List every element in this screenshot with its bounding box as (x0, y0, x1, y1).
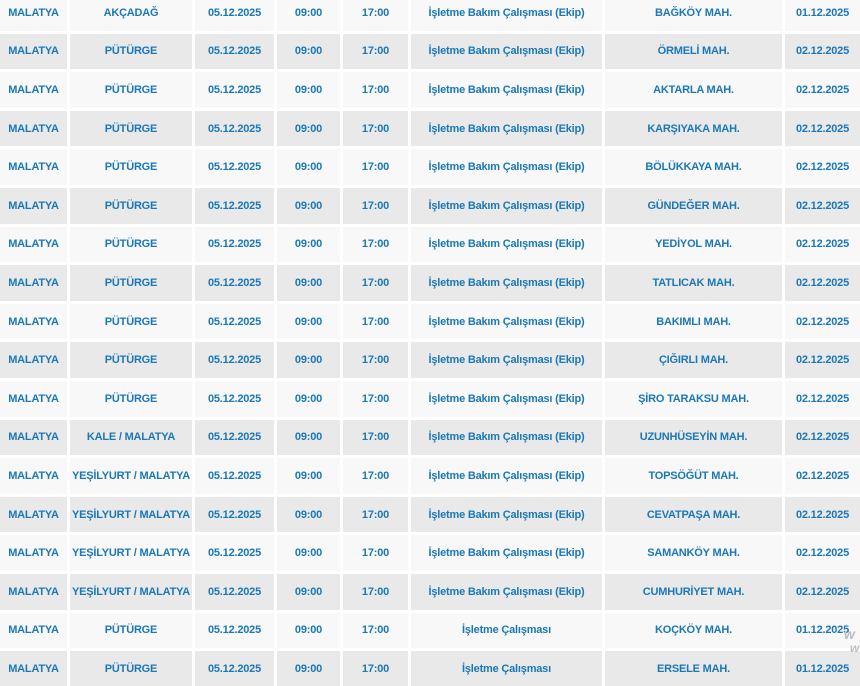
cell-province: MALATYA (0, 188, 70, 224)
cell-announcement-date: 02.12.2025 (785, 574, 860, 610)
cell-date: 05.12.2025 (195, 265, 277, 301)
table-row[interactable] (0, 651, 860, 686)
cell-work-description: İşletme Bakım Çalışması (Ekip) (411, 0, 605, 31)
cell-province: MALATYA (0, 265, 70, 301)
cell-district: PÜTÜRGE (70, 613, 195, 649)
cell-neighborhood: KARŞIYAKA MAH. (605, 111, 785, 147)
cell-end-time: 17:00 (343, 304, 411, 340)
cell-district: YEŞİLYURT / MALATYA (70, 574, 195, 610)
cell-neighborhood: YEDİYOL MAH. (605, 227, 785, 263)
cell-neighborhood: CUMHURİYET MAH. (605, 574, 785, 610)
cell-start-time: 09:00 (277, 188, 343, 224)
cell-start-time: 09:00 (277, 342, 343, 378)
cell-province: MALATYA (0, 0, 70, 31)
cell-district: PÜTÜRGE (70, 651, 195, 686)
cell-start-time: 09:00 (277, 613, 343, 649)
cell-work-description: İşletme Bakım Çalışması (Ekip) (411, 458, 605, 494)
cell-district: PÜTÜRGE (70, 342, 195, 378)
cell-end-time: 17:00 (343, 34, 411, 70)
cell-neighborhood: AKTARLA MAH. (605, 72, 785, 108)
cell-province: MALATYA (0, 458, 70, 494)
cell-announcement-date: 02.12.2025 (785, 420, 860, 456)
cell-announcement-date: 02.12.2025 (785, 497, 860, 533)
cell-date: 05.12.2025 (195, 227, 277, 263)
table-row[interactable] (0, 574, 860, 613)
cell-date: 05.12.2025 (195, 72, 277, 108)
watermark-fragment-2: w (850, 641, 860, 655)
cell-announcement-date: 02.12.2025 (785, 535, 860, 571)
cell-neighborhood: BAĞKÖY MAH. (605, 0, 785, 31)
cell-announcement-date: 02.12.2025 (785, 381, 860, 417)
cell-province: MALATYA (0, 535, 70, 571)
cell-district: AKÇADAĞ (70, 0, 195, 31)
cell-end-time: 17:00 (343, 72, 411, 108)
cell-start-time: 09:00 (277, 34, 343, 70)
table-row[interactable] (0, 304, 860, 343)
cell-date: 05.12.2025 (195, 458, 277, 494)
cell-announcement-date: 02.12.2025 (785, 72, 860, 108)
cell-announcement-date: 01.12.2025 (785, 0, 860, 31)
cell-work-description: İşletme Çalışması (411, 613, 605, 649)
cell-neighborhood: ÖRMELİ MAH. (605, 34, 785, 70)
table-row[interactable] (0, 381, 860, 420)
cell-announcement-date: 02.12.2025 (785, 458, 860, 494)
cell-province: MALATYA (0, 111, 70, 147)
cell-work-description: İşletme Bakım Çalışması (Ekip) (411, 227, 605, 263)
cell-neighborhood: UZUNHÜSEYİN MAH. (605, 420, 785, 456)
cell-neighborhood: ERSELE MAH. (605, 651, 785, 686)
table-row[interactable] (0, 111, 860, 150)
table-row[interactable] (0, 34, 860, 73)
cell-start-time: 09:00 (277, 72, 343, 108)
cell-start-time: 09:00 (277, 458, 343, 494)
cell-start-time: 09:00 (277, 304, 343, 340)
cell-work-description: İşletme Bakım Çalışması (Ekip) (411, 381, 605, 417)
cell-start-time: 09:00 (277, 574, 343, 610)
cell-work-description: İşletme Bakım Çalışması (Ekip) (411, 497, 605, 533)
cell-date: 05.12.2025 (195, 149, 277, 185)
cell-start-time: 09:00 (277, 420, 343, 456)
cell-end-time: 17:00 (343, 227, 411, 263)
cell-announcement-date: 02.12.2025 (785, 304, 860, 340)
cell-date: 05.12.2025 (195, 535, 277, 571)
cell-end-time: 17:00 (343, 188, 411, 224)
cell-date: 05.12.2025 (195, 613, 277, 649)
table-row[interactable] (0, 535, 860, 574)
cell-announcement-date: 02.12.2025 (785, 188, 860, 224)
cell-start-time: 09:00 (277, 0, 343, 31)
cell-date: 05.12.2025 (195, 0, 277, 31)
cell-work-description: İşletme Bakım Çalışması (Ekip) (411, 420, 605, 456)
cell-date: 05.12.2025 (195, 497, 277, 533)
cell-work-description: İşletme Bakım Çalışması (Ekip) (411, 535, 605, 571)
cell-announcement-date: 02.12.2025 (785, 265, 860, 301)
cell-district: PÜTÜRGE (70, 149, 195, 185)
cell-date: 05.12.2025 (195, 381, 277, 417)
cell-province: MALATYA (0, 613, 70, 649)
cell-end-time: 17:00 (343, 613, 411, 649)
cell-date: 05.12.2025 (195, 342, 277, 378)
cell-end-time: 17:00 (343, 535, 411, 571)
cell-end-time: 17:00 (343, 381, 411, 417)
cell-province: MALATYA (0, 227, 70, 263)
cell-district: PÜTÜRGE (70, 72, 195, 108)
cell-province: MALATYA (0, 304, 70, 340)
cell-announcement-date: 01.12.2025 (785, 613, 860, 649)
cell-province: MALATYA (0, 651, 70, 686)
table-row[interactable] (0, 72, 860, 111)
cell-date: 05.12.2025 (195, 651, 277, 686)
cell-end-time: 17:00 (343, 111, 411, 147)
cell-announcement-date: 02.12.2025 (785, 227, 860, 263)
cell-district: YEŞİLYURT / MALATYA (70, 497, 195, 533)
table-row[interactable] (0, 497, 860, 536)
cell-announcement-date: 02.12.2025 (785, 34, 860, 70)
cell-start-time: 09:00 (277, 497, 343, 533)
cell-work-description: İşletme Bakım Çalışması (Ekip) (411, 304, 605, 340)
cell-district: YEŞİLYURT / MALATYA (70, 535, 195, 571)
cell-work-description: İşletme Bakım Çalışması (Ekip) (411, 34, 605, 70)
cell-neighborhood: TOPSÖĞÜT MAH. (605, 458, 785, 494)
cell-end-time: 17:00 (343, 651, 411, 686)
cell-neighborhood: ÇIĞIRLI MAH. (605, 342, 785, 378)
cell-end-time: 17:00 (343, 265, 411, 301)
cell-work-description: İşletme Bakım Çalışması (Ekip) (411, 574, 605, 610)
cell-work-description: İşletme Bakım Çalışması (Ekip) (411, 72, 605, 108)
cell-province: MALATYA (0, 72, 70, 108)
cell-work-description: İşletme Bakım Çalışması (Ekip) (411, 149, 605, 185)
cell-end-time: 17:00 (343, 149, 411, 185)
watermark-fragment-1: w (844, 626, 855, 642)
cell-start-time: 09:00 (277, 149, 343, 185)
cell-work-description: İşletme Bakım Çalışması (Ekip) (411, 188, 605, 224)
cell-start-time: 09:00 (277, 651, 343, 686)
cell-province: MALATYA (0, 34, 70, 70)
cell-district: PÜTÜRGE (70, 111, 195, 147)
cell-end-time: 17:00 (343, 420, 411, 456)
table-row[interactable] (0, 0, 860, 34)
cell-district: PÜTÜRGE (70, 381, 195, 417)
cell-date: 05.12.2025 (195, 111, 277, 147)
cell-announcement-date: 02.12.2025 (785, 342, 860, 378)
cell-province: MALATYA (0, 497, 70, 533)
cell-work-description: İşletme Bakım Çalışması (Ekip) (411, 342, 605, 378)
cell-work-description: İşletme Çalışması (411, 651, 605, 686)
table-row[interactable] (0, 227, 860, 266)
cell-neighborhood: GÜNDEĞER MAH. (605, 188, 785, 224)
table-row[interactable] (0, 458, 860, 497)
cell-date: 05.12.2025 (195, 574, 277, 610)
cell-neighborhood: BAKIMLI MAH. (605, 304, 785, 340)
table-row[interactable] (0, 420, 860, 459)
cell-province: MALATYA (0, 149, 70, 185)
cell-end-time: 17:00 (343, 0, 411, 31)
cell-neighborhood: CEVATPAŞA MAH. (605, 497, 785, 533)
cell-end-time: 17:00 (343, 342, 411, 378)
cell-district: PÜTÜRGE (70, 188, 195, 224)
cell-province: MALATYA (0, 381, 70, 417)
cell-district: YEŞİLYURT / MALATYA (70, 458, 195, 494)
cell-end-time: 17:00 (343, 458, 411, 494)
cell-start-time: 09:00 (277, 227, 343, 263)
cell-neighborhood: TATLICAK MAH. (605, 265, 785, 301)
cell-announcement-date: 02.12.2025 (785, 149, 860, 185)
cell-province: MALATYA (0, 574, 70, 610)
cell-district: PÜTÜRGE (70, 304, 195, 340)
cell-start-time: 09:00 (277, 535, 343, 571)
cell-start-time: 09:00 (277, 265, 343, 301)
table-row[interactable] (0, 342, 860, 381)
cell-work-description: İşletme Bakım Çalışması (Ekip) (411, 265, 605, 301)
cell-date: 05.12.2025 (195, 34, 277, 70)
cell-date: 05.12.2025 (195, 188, 277, 224)
table-row[interactable] (0, 149, 860, 188)
cell-district: PÜTÜRGE (70, 227, 195, 263)
cell-date: 05.12.2025 (195, 304, 277, 340)
table-row[interactable] (0, 265, 860, 304)
cell-start-time: 09:00 (277, 381, 343, 417)
cell-district: PÜTÜRGE (70, 265, 195, 301)
cell-district: PÜTÜRGE (70, 34, 195, 70)
cell-date: 05.12.2025 (195, 420, 277, 456)
cell-end-time: 17:00 (343, 497, 411, 533)
cell-end-time: 17:00 (343, 574, 411, 610)
cell-neighborhood: BÖLÜKKAYA MAH. (605, 149, 785, 185)
cell-neighborhood: SAMANKÖY MAH. (605, 535, 785, 571)
table-row[interactable] (0, 613, 860, 652)
cell-province: MALATYA (0, 342, 70, 378)
cell-announcement-date: 02.12.2025 (785, 111, 860, 147)
cell-district: KALE / MALATYA (70, 420, 195, 456)
cell-announcement-date: 01.12.2025 (785, 651, 860, 686)
cell-neighborhood: KOÇKÖY MAH. (605, 613, 785, 649)
cell-work-description: İşletme Bakım Çalışması (Ekip) (411, 111, 605, 147)
cell-neighborhood: ŞİRO TARAKSU MAH. (605, 381, 785, 417)
table-row[interactable] (0, 188, 860, 227)
cell-province: MALATYA (0, 420, 70, 456)
cell-start-time: 09:00 (277, 111, 343, 147)
